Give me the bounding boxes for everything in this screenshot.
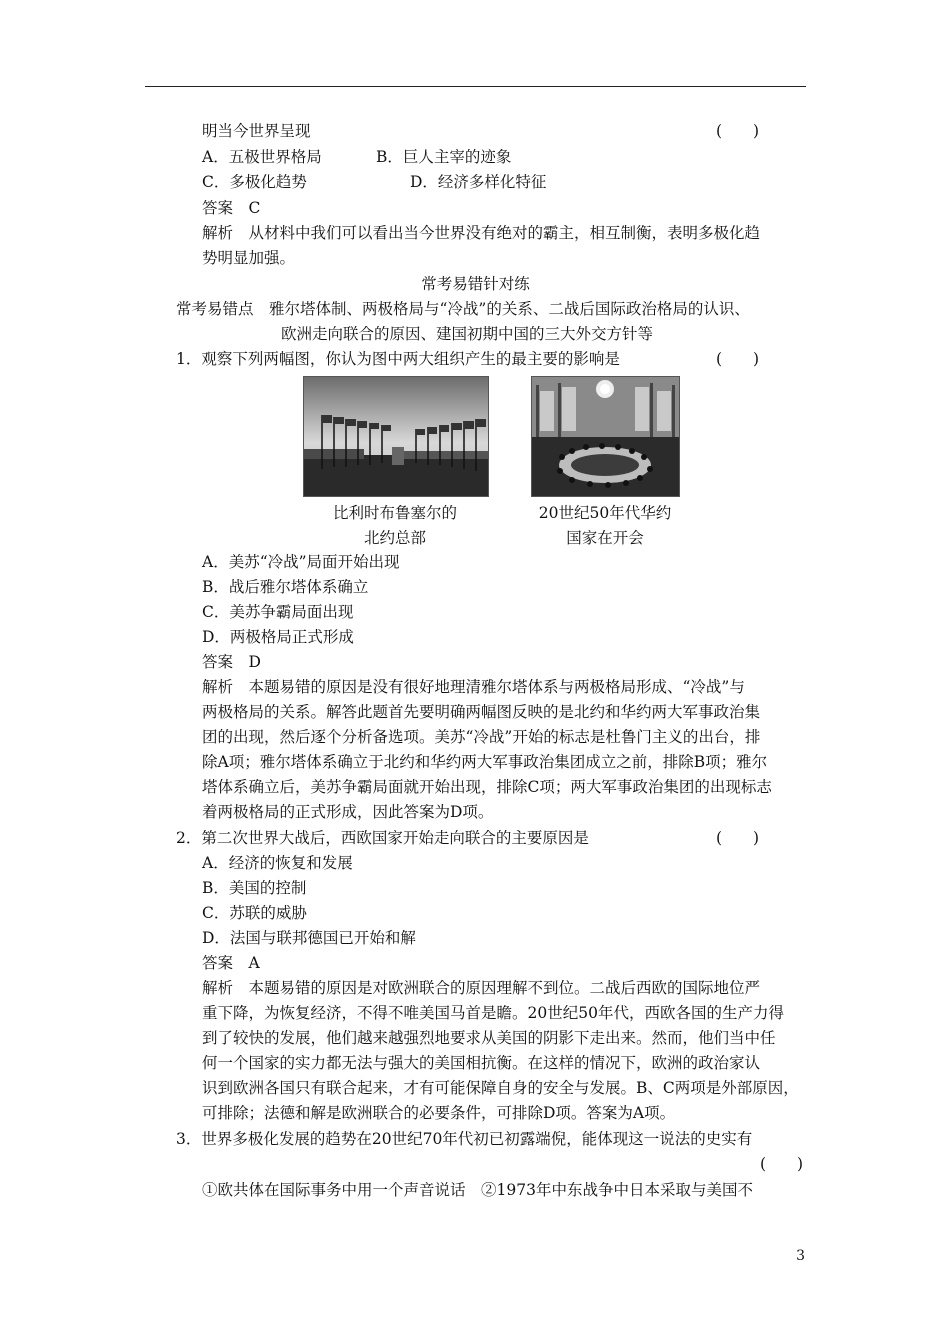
option-c: C．多极化趋势	[202, 173, 307, 191]
option-b: B．巨人主宰的迹象	[376, 148, 512, 166]
analysis-line: 塔体系确立后，美苏争霸局面就开始出现，排除C项；两大军事政治集团的出现标志	[202, 778, 772, 796]
analysis-line: 团的出现，然后逐个分析备选项。美苏“冷战”开始的标志是杜鲁门主义的出台，排	[202, 728, 761, 746]
answer-paren: ( )	[716, 122, 760, 140]
nato-headquarters-photo	[303, 376, 489, 497]
answer-paren: ( )	[716, 829, 760, 847]
option-c: C．美苏争霸局面出现	[202, 603, 354, 621]
answer-paren: ( )	[760, 1155, 804, 1173]
analysis-line: 解析 本题易错的原因是没有很好地理清雅尔塔体系与两极格局形成、“冷战”与	[202, 678, 745, 696]
question-stem: 1．观察下列两幅图，你认为图中两大组织产生的最主要的影响是	[176, 350, 620, 368]
option-d: D．法国与联邦德国已开始和解	[202, 929, 416, 947]
analysis-line: 势明显加强。	[202, 249, 296, 267]
answer-paren: ( )	[716, 350, 760, 368]
analysis-line: 着两极格局的正式形成，因此答案为D项。	[202, 803, 494, 821]
option-a: A．五极世界格局	[202, 148, 322, 166]
analysis-line: 识到欧洲各国只有联合起来，才有可能保障自身的安全与发展。B、C两项是外部原因，	[202, 1079, 799, 1097]
option-a: A．美苏“冷战”局面开始出现	[202, 553, 400, 571]
photo-caption: 比利时布鲁塞尔的	[332, 504, 457, 522]
option-d: D．经济多样化特征	[410, 173, 547, 191]
header-rule	[145, 86, 806, 87]
error-points-line: 欧洲走向联合的原因、建国初期中国的三大外交方针等	[281, 325, 654, 343]
analysis-line: 到了较快的发展，他们越来越强烈地要求从美国的阴影下走出来。然而，他们当中任	[202, 1029, 776, 1047]
question-stem: 明当今世界呈现	[202, 122, 311, 140]
question-stem: 3．世界多极化发展的趋势在20世纪70年代初已初露端倪，能体现这一说法的史实有	[176, 1130, 753, 1148]
analysis-line: 可排除；法德和解是欧洲联合的必要条件，可排除D项。答案为A项。	[202, 1104, 676, 1122]
option-b: B．美国的控制	[202, 879, 307, 897]
analysis-line: 解析 从材料中我们可以看出当今世界没有绝对的霸主，相互制衡，表明多极化趋	[202, 224, 761, 242]
option-a: A．经济的恢复和发展	[202, 854, 353, 872]
answer-line: 答案 C	[202, 199, 261, 217]
option-d: D．两极格局正式形成	[202, 628, 354, 646]
question-stem: 2．第二次世界大战后，西欧国家开始走向联合的主要原因是	[176, 829, 589, 847]
photo-caption: 20世纪50年代华约	[538, 504, 672, 522]
error-points-line: 常考易错点 雅尔塔体制、两极格局与“冷战”的关系、二战后国际政治格局的认识、	[176, 300, 750, 318]
warsaw-pact-meeting-photo	[531, 376, 680, 497]
page-number: 3	[796, 1248, 805, 1264]
section-title: 常考易错针对练	[421, 275, 530, 293]
photo-caption: 国家在开会	[566, 529, 644, 547]
photo-caption: 北约总部	[363, 529, 426, 547]
answer-line: 答案 A	[202, 954, 260, 972]
analysis-line: 两极格局的关系。解答此题首先要明确两幅图反映的是北约和华约两大军事政治集	[202, 703, 761, 721]
option-b: B．战后雅尔塔体系确立	[202, 578, 369, 596]
analysis-line: 何一个国家的实力都无法与强大的美国相抗衡。在这样的情况下，欧洲的政治家认	[202, 1054, 761, 1072]
answer-line: 答案 D	[202, 653, 261, 671]
analysis-line: 解析 本题易错的原因是对欧洲联合的原因理解不到位。二战后西欧的国际地位严	[202, 979, 761, 997]
question-item: ①欧共体在国际事务中用一个声音说话 ②1973年中东战争中日本采取与美国不	[202, 1181, 753, 1199]
analysis-line: 重下降，为恢复经济，不得不唯美国马首是瞻。20世纪50年代，西欧各国的生产力得	[202, 1004, 784, 1022]
analysis-line: 除A项；雅尔塔体系确立于北约和华约两大军事政治集团成立之前，排除B项；雅尔	[202, 753, 768, 771]
option-c: C．苏联的威胁	[202, 904, 307, 922]
